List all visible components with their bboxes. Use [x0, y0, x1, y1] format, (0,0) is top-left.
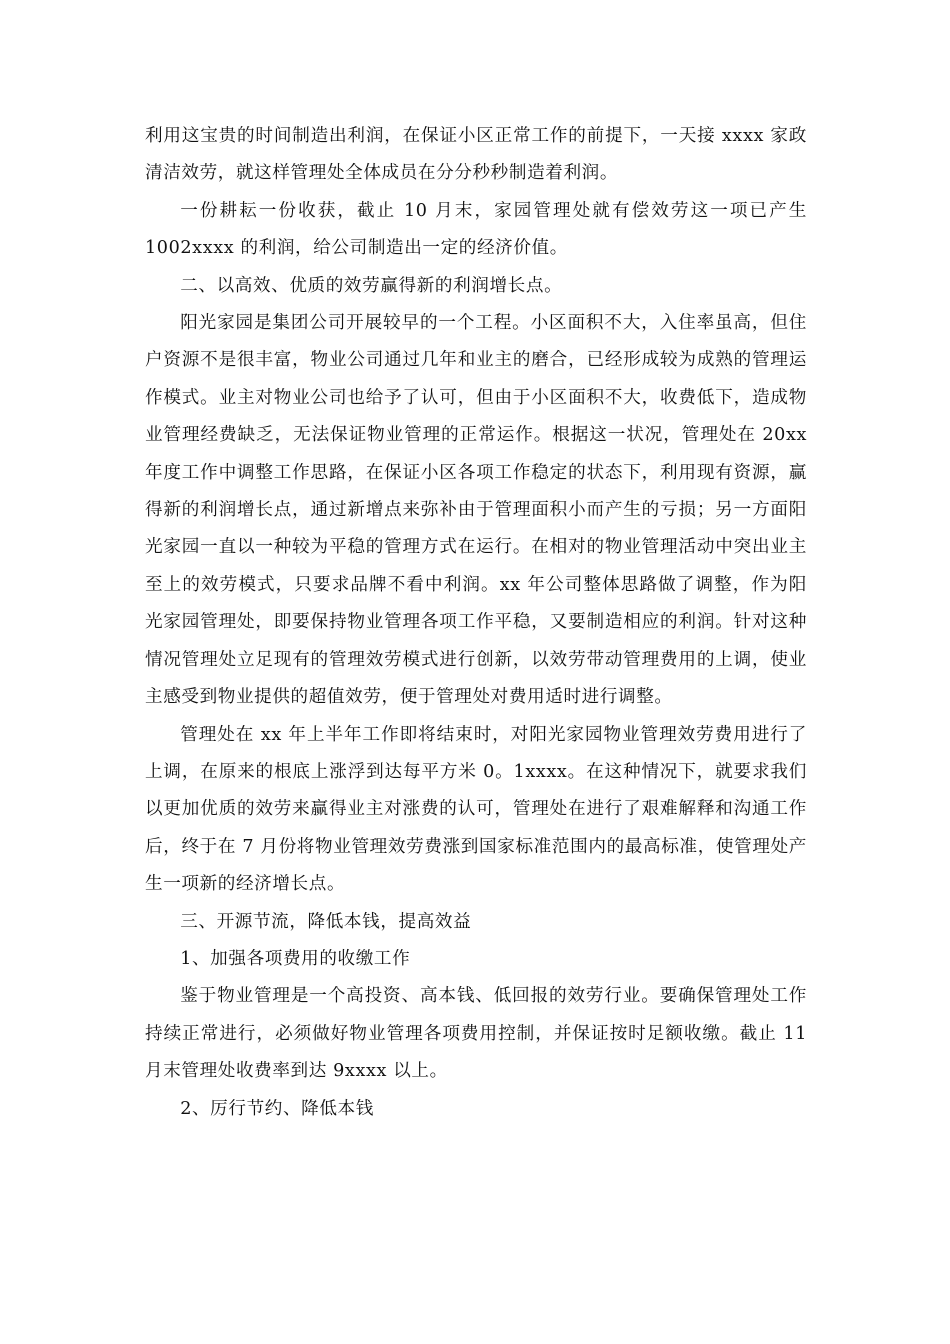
- paragraph-2: 一份耕耘一份收获，截止 10 月末，家园管理处就有偿效劳这一项已产生 1002xxxx 的利润，给公司制造出一定的经济价值。: [145, 200, 807, 259]
- document-body: [145, 118, 807, 1128]
- paragraph-4: 阳光家园是集团公司开展较早的一个工程。小区面积不大，入住率虽高，但住户资源不是很丰富，物业公司通过几年和业主的磨合，已经形成较为成熟的管理运作模式。业主对物业公司也给予了认可，但由于小区面积不大，收费低下，造成物业管理经费缺乏，无法保证物业管理的正常运作。根据这一状况，管理处在 20xx 年度工作中调整工作思路，在保证小区各项工作稳定的状态下，利用现有资源，赢得新的利润增长点，通过新增点来弥补由于管理面积小而产生的亏损；另一方面阳光家园一直以一种较为平稳的管理方式在运行。在相对的物业管理活动中突出业主至上的效劳模式，只要求品牌不看中利润。xx 年公司整体思路做了调整，作为阳光家园管理处，即要保持物业管理各项工作平稳，又要制造相应的利润。针对这种情况管理处立足现有的管理效劳模式进行创新，以效劳带动管理费用的上调，使业主感受到物业提供的超值效劳，便于管理处对费用适时进行调整。: [145, 313, 807, 708]
- subheading-2: 2、厉行节约、降低本钱: [180, 1098, 374, 1119]
- subheading-1: 1、加强各项费用的收缴工作: [180, 948, 411, 969]
- section-heading-2: 二、以高效、优质的效劳赢得新的利润增长点。: [180, 275, 563, 296]
- paragraph-8: 鉴于物业管理是一个高投资、高本钱、低回报的效劳行业。要确保管理处工作持续正常进行，必须做好物业管理各项费用控制，并保证按时足额收缴。截止 11 月末管理处收费率到达 9xxxx 以上。: [145, 986, 807, 1082]
- section-heading-3: 三、开源节流，降低本钱，提高效益: [180, 911, 472, 932]
- paragraph-1: 利用这宝贵的时间制造出利润，在保证小区正常工作的前提下，一天接 xxxx 家政清洁效劳，就这样管理处全体成员在分分秒秒制造着利润。: [145, 126, 807, 184]
- paragraph-5: 管理处在 xx 年上半年工作即将结束时，对阳光家园物业管理效劳费用进行了上调，在原来的根底上涨浮到达每平方米 0。1xxxx。在这种情况下，就要求我们以更加优质的效劳来赢得业主对涨费的认可，管理处在进行了艰难解释和沟通工作后，终于在 7 月份将物业管理效劳费涨到国家标准范围内的最高标准，使管理处产生一项新的经济增长点。: [145, 724, 807, 895]
